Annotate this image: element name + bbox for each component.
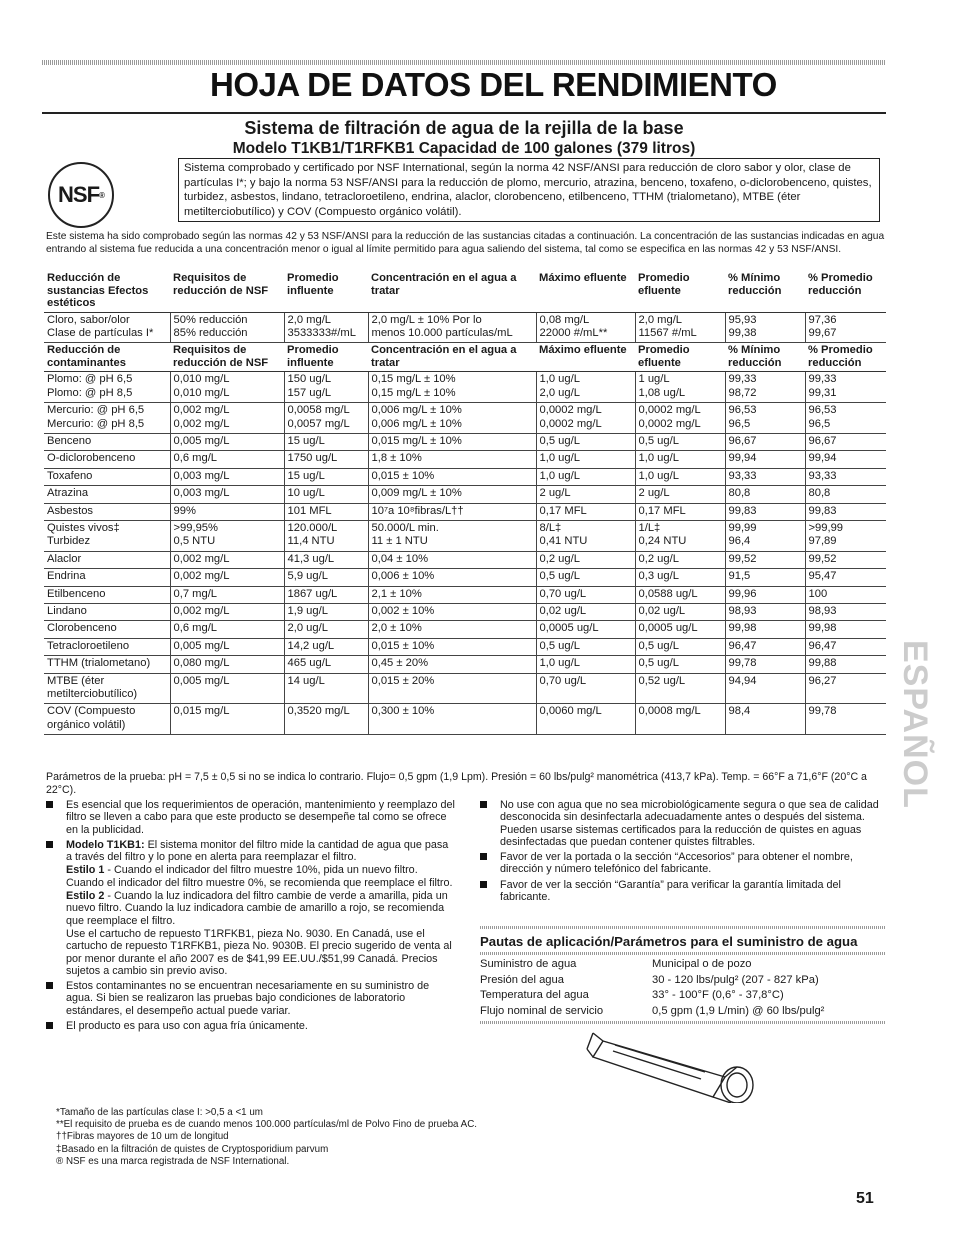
table-cell: Mercurio: @ pH 6,5 Mercurio: @ pH 8,5 — [44, 403, 170, 434]
table-cell: 97,36 99,67 — [805, 312, 886, 343]
table-cell: 15 ug/L — [284, 468, 368, 485]
table-row — [44, 604, 886, 621]
table-cell: 2,1 ± 10% — [368, 586, 536, 603]
style-1-note: Estilo 1 - Cuando el indicador del filtro muestre 10%, pida un nuevo filtro. Cuando el indicador del filtro muestre 0%, se recomienda que reemplace el filtro. — [66, 864, 453, 889]
table-row — [44, 433, 886, 450]
table-cell: 0,6 mg/L — [170, 451, 284, 468]
table-cell: 0,5 ug/L — [536, 638, 635, 655]
table-cell: 80,8 — [805, 486, 886, 503]
column-header: Promedio efluente — [635, 271, 725, 312]
table-cell: Alaclor — [44, 551, 170, 568]
guidelines-table — [480, 957, 886, 1019]
table-cell: 0,52 ug/L — [635, 673, 725, 704]
table-cell: 1/L‡ 0,24 NTU — [635, 520, 725, 551]
footnote: ® NSF es una marca registrada de NSF International. — [56, 1155, 290, 1167]
table-cell: 96,47 — [805, 638, 886, 655]
footnote: *Tamaño de las partículas clase I: >0,5 a <1 um — [56, 1107, 263, 1118]
list-item: El producto es para uso con agua fría únicamente. — [46, 1020, 456, 1032]
table-cell: 1,0 ug/L — [635, 468, 725, 485]
table-cell: 93,33 — [805, 468, 886, 485]
table-cell: 0,02 ug/L — [635, 604, 725, 621]
table-cell: Etilbenceno — [44, 586, 170, 603]
table-cell: 0,5 ug/L — [635, 656, 725, 673]
table-cell: MTBE (éter metilterciobutílico) — [44, 673, 170, 704]
table-cell: 98,4 — [725, 704, 805, 735]
table-row: Flujo nominal de servicio 0,5 gpm (1,9 L/min) @ 60 lbs/pulg² — [480, 1004, 825, 1017]
top-divider — [42, 60, 886, 65]
table-cell: 0,3520 mg/L — [284, 704, 368, 735]
table-cell: 96,53 96,5 — [725, 403, 805, 434]
footnote: ††Fibras mayores de 10 um de longitud — [56, 1131, 229, 1143]
table-cell: 8/L‡ 0,41 NTU — [536, 520, 635, 551]
table-cell: 99,98 — [725, 621, 805, 638]
table-cell: 0,010 mg/L 0,010 mg/L — [170, 372, 284, 403]
table-cell: 95,47 — [805, 569, 886, 586]
list-item: Favor de ver la sección “Garantía” para verificar la garantía limitada del fabricante. — [480, 879, 886, 904]
table-cell: 1 ug/L 1,08 ug/L — [635, 372, 725, 403]
table-cell: Asbestos — [44, 503, 170, 520]
table-cell: 0,015 ± 20% — [368, 673, 536, 704]
column-header: % Promedio reducción — [805, 271, 886, 312]
column-header: Requisitos de reducción de NSF — [170, 343, 284, 372]
table-cell: 0,015 ± 10% — [368, 468, 536, 485]
table-cell: 99,83 — [725, 503, 805, 520]
table-row — [44, 468, 886, 485]
bullet-square-icon — [480, 881, 487, 888]
table-cell: COV (Compuesto orgánico volátil) — [44, 704, 170, 735]
table-cell: 0,0002 mg/L 0,0002 mg/L — [536, 403, 635, 434]
table-cell: 99,83 — [805, 503, 886, 520]
table-cell: Lindano — [44, 604, 170, 621]
table-cell: 14 ug/L — [284, 673, 368, 704]
cartridge-note: Use el cartucho de repuesto T1RFKB1, pieza No. 9030. En Canadá, use el cartucho de repuesto T1RFKB1, pieza No. 9030B. El precio sugerido de venta al por menor durante el año 2007 es de $41,99 EE.UU./$51,99 Canadá. Precios sujetos a cambio sin previo aviso. — [66, 927, 452, 977]
table-cell: 95,93 99,38 — [725, 312, 805, 343]
table-cell: 1,8 ± 10% — [368, 451, 536, 468]
table-cell: 100 — [805, 586, 886, 603]
aesthetic-header-row — [44, 271, 886, 312]
table-cell: 98,93 — [805, 604, 886, 621]
column-header: % Mínimo reducción — [725, 271, 805, 312]
page-number: 51 — [856, 1190, 874, 1207]
table-cell: 0,08 mg/L 22000 #/mL** — [536, 312, 635, 343]
table-cell: 99,88 — [805, 656, 886, 673]
table-row — [44, 638, 886, 655]
bullet-square-icon — [46, 982, 53, 989]
table-cell: 0,006 mg/L ± 10% 0,006 mg/L ± 10% — [368, 403, 536, 434]
table-cell: >99,95% 0,5 NTU — [170, 520, 284, 551]
table-cell: 2,0 ± 10% — [368, 621, 536, 638]
table-cell: 14,2 ug/L — [284, 638, 368, 655]
table-cell: 2,0 mg/L ± 10% Por lo menos 10.000 partículas/mL — [368, 312, 536, 343]
left-bullet-list — [46, 799, 456, 1035]
table-cell: 0,15 mg/L ± 10% 0,15 mg/L ± 10% — [368, 372, 536, 403]
table-row: Temperatura del agua 33° - 100°F (0,6° - 37,8°C) — [480, 989, 784, 1001]
table-cell: Plomo: @ pH 6,5 Plomo: @ pH 8,5 — [44, 372, 170, 403]
table-cell: 1750 ug/L — [284, 451, 368, 468]
table-cell: 99,96 — [725, 586, 805, 603]
table-cell: TTHM (trialometano) — [44, 656, 170, 673]
table-cell: 41,3 ug/L — [284, 551, 368, 568]
table-cell: Toxafeno — [44, 468, 170, 485]
table-cell: 0,009 mg/L ± 10% — [368, 486, 536, 503]
nsf-logo-icon: NSF ® — [48, 162, 114, 228]
table-row — [44, 586, 886, 603]
table-row — [44, 503, 886, 520]
table-row — [44, 403, 886, 434]
table-cell: 99,33 99,31 — [805, 372, 886, 403]
table-cell: 99,99 96,4 — [725, 520, 805, 551]
table-row — [44, 486, 886, 503]
test-parameters: Parámetros de la prueba: pH = 7,5 ± 0,5 si no se indica lo contrario. Flujo= 0,5 gpm (1,9 Lpm). Presión = 60 lbs/pulg² manométrica (413,7 kPa). Temp. = 66°F a 71,6°F (20°C a 22°C). — [46, 771, 867, 796]
table-cell: 0,5 ug/L — [635, 638, 725, 655]
table-cell: 2,0 mg/L 3533333#/mL — [284, 312, 368, 343]
filter-cartridge-icon — [585, 1027, 765, 1103]
footnote: ‡Basado en la filtración de quistes de Cryptosporidium parvum — [56, 1143, 329, 1155]
list-item: Estos contaminantes no se encuentran necesariamente en su suministro de agua. Si bien se realizaron las pruebas bajo condiciones de laboratorio estándares, el desempeño actual puede variar. — [46, 980, 456, 1017]
aesthetic-rows — [44, 312, 886, 343]
table-cell: 465 ug/L — [284, 656, 368, 673]
table-cell: 0,7 mg/L — [170, 586, 284, 603]
table-cell: 99,52 — [805, 551, 886, 568]
table-cell: 0,0058 mg/L 0,0057 mg/L — [284, 403, 368, 434]
table-cell: 0,015 mg/L — [170, 704, 284, 735]
list-item: No use con agua que no sea microbiológicamente segura o que sea de calidad desconocida sin desinfectarla adecuadamente antes o después del sistema. Pueden usarse sistemas certificados para la reducción de quistes en aguas desinfectadas que puedan contener quistes filtrables. — [480, 799, 886, 848]
table-cell: 80,8 — [725, 486, 805, 503]
table-cell: 0,002 ± 10% — [368, 604, 536, 621]
table-cell: 5,9 ug/L — [284, 569, 368, 586]
table-cell: 0,5 ug/L — [536, 569, 635, 586]
guidelines-bottom-divider — [480, 1021, 886, 1024]
column-header: Requisitos de reducción de NSF — [170, 271, 284, 312]
title-rule — [42, 112, 886, 114]
table-cell: 99,78 — [805, 704, 886, 735]
table-cell: 1,0 ug/L — [635, 451, 725, 468]
table-cell: 0,003 mg/L — [170, 468, 284, 485]
table-cell: 0,0005 ug/L — [635, 621, 725, 638]
list-item: Modelo T1KB1: El sistema monitor del filtro mide la cantidad de agua que pasa a través del filtro y lo pone en alerta para reemplazar el filtro. Estilo 1 - Cuando el indicador del filtro muestre 10%, pida un nuevo filtro. Cuando el indicador del filtro muestre 0%, se recomienda que reemplace el filtro. Estilo 2 - Cuando la luz indicadora del filtro cambie de verde a amarilla, pida un nuevo filtro. Cuando la luz indicadora cambie de amarillo a rojo, se recomienda que reemplace el filtro. Use el cartucho de repuesto T1RFKB1, pieza No. 9030. En Canadá, use el cartucho de repuesto T1RFKB1, pieza No. 9030B. El precio sugerido de venta al por menor durante el año 2007 es de $41,99 EE.UU./$51,99 Canadá. Precios sujetos a cambio sin previo aviso. — [46, 839, 456, 977]
table-cell: 2,0 mg/L 11567 #/mL — [635, 312, 725, 343]
table-cell: Cloro, sabor/olor Clase de partículas I* — [44, 312, 170, 343]
bullet-square-icon — [480, 801, 487, 808]
table-cell: Clorobenceno — [44, 621, 170, 638]
table-cell: 0,2 ug/L — [536, 551, 635, 568]
table-cell: 1,9 ug/L — [284, 604, 368, 621]
table-cell: 0,002 mg/L — [170, 551, 284, 568]
table-cell: 99,52 — [725, 551, 805, 568]
table-row — [44, 656, 886, 673]
column-header: Concentración en el agua a tratar — [368, 343, 536, 372]
table-cell: 150 ug/L 157 ug/L — [284, 372, 368, 403]
column-header: Concentración en el agua a tratar — [368, 271, 536, 312]
table-cell: 99,98 — [805, 621, 886, 638]
bullet-square-icon — [480, 853, 487, 860]
table-cell: Atrazina — [44, 486, 170, 503]
table-row — [44, 312, 886, 343]
table-cell: 0,080 mg/L — [170, 656, 284, 673]
table-cell: 0,45 ± 20% — [368, 656, 536, 673]
table-cell: 0,0060 mg/L — [536, 704, 635, 735]
list-item: Es esencial que los requerimientos de operación, mantenimiento y reemplazo del filtro se lleven a cabo para que este producto se desempeñe tal como se ofrece en la publicidad. — [46, 799, 456, 836]
table-row — [44, 451, 886, 468]
guidelines-title: Pautas de aplicación/Parámetros para el suministro de agua — [480, 934, 858, 949]
table-cell: 99,94 — [805, 451, 886, 468]
table-cell: 99,33 98,72 — [725, 372, 805, 403]
table-row — [44, 569, 886, 586]
certification-box: Sistema comprobado y certificado por NSF International, según la norma 42 NSF/ANSI para reducción de cloro sabor y olor, clase de partículas I*; y bajo la norma 53 NSF/ANSI para la reducción de plomo, mercurio, atrazina, benceno, toxafeno, o-diclorobenceno, quistes, turbidez, asbestos, lindano, tetracloroetileno, endrina, alaclor, clorobenceno, etilbenceno, TTHM (trialometano), MTBE (éter metilterciobutílico) y COV (Compuesto orgánico volátil). — [178, 158, 880, 222]
column-header: Máximo efluente — [536, 343, 635, 372]
table-cell: 0,003 mg/L — [170, 486, 284, 503]
table-cell: 94,94 — [725, 673, 805, 704]
table-cell: 96,53 96,5 — [805, 403, 886, 434]
column-header: Promedio influente — [284, 271, 368, 312]
table-cell: 0,0002 mg/L 0,0002 mg/L — [635, 403, 725, 434]
table-cell: 0,015 mg/L ± 10% — [368, 433, 536, 450]
list-item: Favor de ver la portada o la sección “Accesorios” para obtener el nombre, dirección y número telefónico del fabricante. — [480, 851, 886, 876]
performance-table — [44, 271, 886, 735]
table-row — [44, 372, 886, 403]
table-cell: 0,17 MFL — [536, 503, 635, 520]
table-cell: 1,0 ug/L 2,0 ug/L — [536, 372, 635, 403]
system-subtitle: Sistema de filtración de agua de la rejilla de la base — [244, 118, 684, 138]
table-header-row — [44, 271, 886, 312]
guidelines-top-divider — [480, 926, 886, 929]
table-cell: 96,67 — [725, 433, 805, 450]
column-header: % Mínimo reducción — [725, 343, 805, 372]
table-cell: 2 ug/L — [635, 486, 725, 503]
footnote: **El requisito de prueba es de cuando menos 100.000 partículas/ml de Polvo Fino de prueba AC. — [56, 1119, 477, 1131]
table-cell: 0,002 mg/L — [170, 569, 284, 586]
contaminant-rows — [44, 372, 886, 735]
table-cell: 2 ug/L — [536, 486, 635, 503]
table-cell: 1867 ug/L — [284, 586, 368, 603]
table-cell: Tetracloroetileno — [44, 638, 170, 655]
table-cell: 10⁷a 10⁸fibras/L†† — [368, 503, 536, 520]
table-cell: 0,70 ug/L — [536, 673, 635, 704]
page-title: HOJA DE DATOS DEL RENDIMIENTO — [210, 66, 777, 103]
table-cell: 0,04 ± 10% — [368, 551, 536, 568]
table-cell: 0,0008 mg/L — [635, 704, 725, 735]
column-header: Promedio efluente — [635, 343, 725, 372]
table-cell: >99,99 97,89 — [805, 520, 886, 551]
column-header: Reducción de sustancias Efectos estéticos — [44, 271, 170, 312]
column-header: Reducción de contaminantes — [44, 343, 170, 372]
table-cell: 0,17 MFL — [635, 503, 725, 520]
table-cell: 0,005 mg/L — [170, 638, 284, 655]
contaminant-header-row — [44, 343, 886, 372]
table-cell: 101 MFL — [284, 503, 368, 520]
table-cell: 10 ug/L — [284, 486, 368, 503]
table-cell: 0,0005 ug/L — [536, 621, 635, 638]
table-row — [44, 551, 886, 568]
table-cell: 0,300 ± 10% — [368, 704, 536, 735]
table-cell: Benceno — [44, 433, 170, 450]
table-cell: 2,0 ug/L — [284, 621, 368, 638]
table-cell: 99,78 — [725, 656, 805, 673]
table-cell: 93,33 — [725, 468, 805, 485]
table-cell: 0,5 ug/L — [536, 433, 635, 450]
footnotes — [56, 1107, 756, 1168]
table-row — [44, 704, 886, 735]
table-cell: 0,6 mg/L — [170, 621, 284, 638]
bullet-square-icon — [46, 841, 53, 848]
style-2-note: Estilo 2 - Cuando la luz indicadora del filtro cambie de verde a amarilla, pida un nuevo filtro. Cuando la luz indicadora cambie de amarillo a rojo, se recomienda que reemplace el filtro. — [66, 890, 448, 927]
table-cell: 0,0588 ug/L — [635, 586, 725, 603]
column-header: % Promedio reducción — [805, 343, 886, 372]
table-row — [44, 621, 886, 638]
table-cell: 0,3 ug/L — [635, 569, 725, 586]
model-subtitle: Modelo T1KB1/T1RFKB1 Capacidad de 100 galones (379 litros) — [232, 140, 696, 157]
table-cell: O-diclorobenceno — [44, 451, 170, 468]
table-cell: 96,47 — [725, 638, 805, 655]
table-cell: 91,5 — [725, 569, 805, 586]
table-cell: 0,006 ± 10% — [368, 569, 536, 586]
intro-paragraph: Este sistema ha sido comprobado según las normas 42 y 53 NSF/ANSI para la reducción de las sustancias citadas a continuación. La concentración de las sustancias indicadas en agua entrando al sistema fue reducida a una concentración menor o igual al límite permitido para agua saliendo del sistema, tal como se especifica en las normas 42 y 53 NSF/ANSI. — [46, 231, 885, 255]
table-cell: 0,002 mg/L 0,002 mg/L — [170, 403, 284, 434]
table-cell: 96,27 — [805, 673, 886, 704]
table-cell: 0,2 ug/L — [635, 551, 725, 568]
column-header: Promedio influente — [284, 343, 368, 372]
table-row: Presión del agua 30 - 120 lbs/pulg² (207 - 827 kPa) — [480, 973, 819, 986]
table-cell: 15 ug/L — [284, 433, 368, 450]
table-cell: 1,0 ug/L — [536, 656, 635, 673]
table-cell: 0,70 ug/L — [536, 586, 635, 603]
table-cell: 1,0 ug/L — [536, 451, 635, 468]
right-bullet-list — [480, 799, 886, 906]
table-cell: 0,02 ug/L — [536, 604, 635, 621]
table-cell: 0,005 mg/L — [170, 433, 284, 450]
bullet-square-icon — [46, 1022, 53, 1029]
table-cell: Endrina — [44, 569, 170, 586]
table-cell: 98,93 — [725, 604, 805, 621]
side-language-tab: ESPAÑOL — [896, 640, 934, 809]
table-cell: 0,015 ± 10% — [368, 638, 536, 655]
table-cell: 0,002 mg/L — [170, 604, 284, 621]
bullet-square-icon — [46, 801, 53, 808]
table-cell: 99% — [170, 503, 284, 520]
table-cell: 50.000/L min. 11 ± 1 NTU — [368, 520, 536, 551]
table-cell: 96,67 — [805, 433, 886, 450]
table-row — [44, 520, 886, 551]
column-header: Máximo efluente — [536, 271, 635, 312]
table-cell: Quistes vivos‡ Turbidez — [44, 520, 170, 551]
table-header-row — [44, 343, 886, 372]
table-cell: 50% reducción 85% reducción — [170, 312, 284, 343]
table-cell: 120.000/L 11,4 NTU — [284, 520, 368, 551]
table-cell: 0,5 ug/L — [635, 433, 725, 450]
table-cell: 1,0 ug/L — [536, 468, 635, 485]
guidelines-title-divider — [480, 952, 886, 955]
table-cell: 99,94 — [725, 451, 805, 468]
table-cell: 0,005 mg/L — [170, 673, 284, 704]
table-row — [44, 673, 886, 704]
table-row: Suministro de agua Municipal o de pozo — [480, 958, 752, 970]
